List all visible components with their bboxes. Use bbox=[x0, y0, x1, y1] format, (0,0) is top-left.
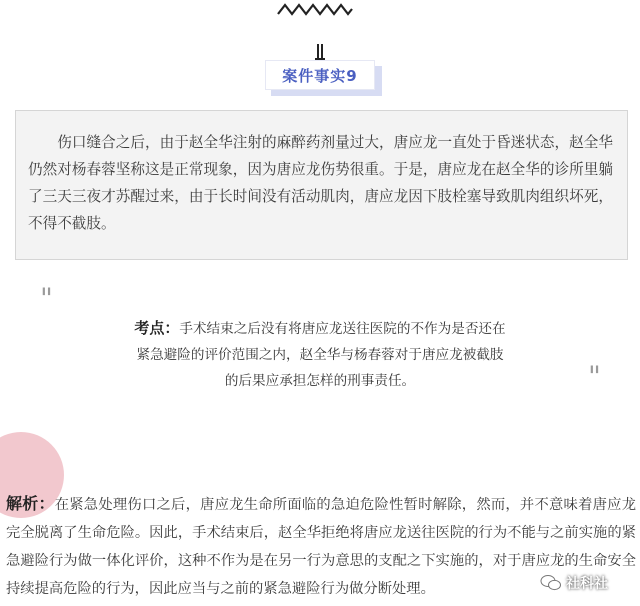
analysis-label: 解析： bbox=[6, 494, 55, 513]
wechat-icon bbox=[540, 574, 562, 592]
analysis-text: 在紧急处理伤口之后，唐应龙生命所面临的急迫危险性暂时解除，然而，并不意味着唐应龙完全脱离了生命危险。因此，手术结束后，赵全华拒绝将唐应龙送往医院的行为不能与之前实施的紧急避险行为做一体化评价，这种不作为是在另一行为意思的支配之下实施的，对于唐应龙的生命安全持续提高危险的行为，因此应当与之前的紧急避险行为做分断处理。 bbox=[6, 497, 636, 597]
case-fact-box bbox=[15, 110, 628, 260]
case-fact-text: 伤口缝合之后，由于赵全华注射的麻醉药剂量过大，唐应龙一直处于昏迷状态，赵全华仍然对杨春蓉坚称这是正常现象，因为唐应龙伤势很重。于是，唐应龙在赵全华的诊所里躺了三天三夜才苏醒过来，由于长时间没有活动肌肉，唐应龙因下肢栓塞导致肌肉组织坏死，不得不截肢。 bbox=[28, 134, 613, 232]
watermark-text: 社科社 bbox=[566, 576, 608, 592]
quote-open-icon: " bbox=[40, 282, 50, 315]
zigzag-divider-icon bbox=[277, 2, 353, 16]
case-tag: 案件事实9 bbox=[265, 60, 375, 90]
exam-point-text-1: 手术结束之后没有将唐应龙送往医院的不作为是否还在 bbox=[179, 321, 506, 337]
exam-point-label: 考点： bbox=[134, 319, 180, 337]
exam-point-line-2: 紧急避险的评价范围之内，赵全华与杨春蓉对于唐应龙被截肢 bbox=[136, 347, 504, 363]
quote-close-icon: " bbox=[588, 360, 598, 393]
exam-point-line-3: 的后果应承担怎样的刑事责任。 bbox=[224, 373, 416, 389]
watermark bbox=[540, 568, 638, 598]
exam-point bbox=[100, 315, 540, 394]
exam-point-line-1 bbox=[100, 315, 540, 342]
